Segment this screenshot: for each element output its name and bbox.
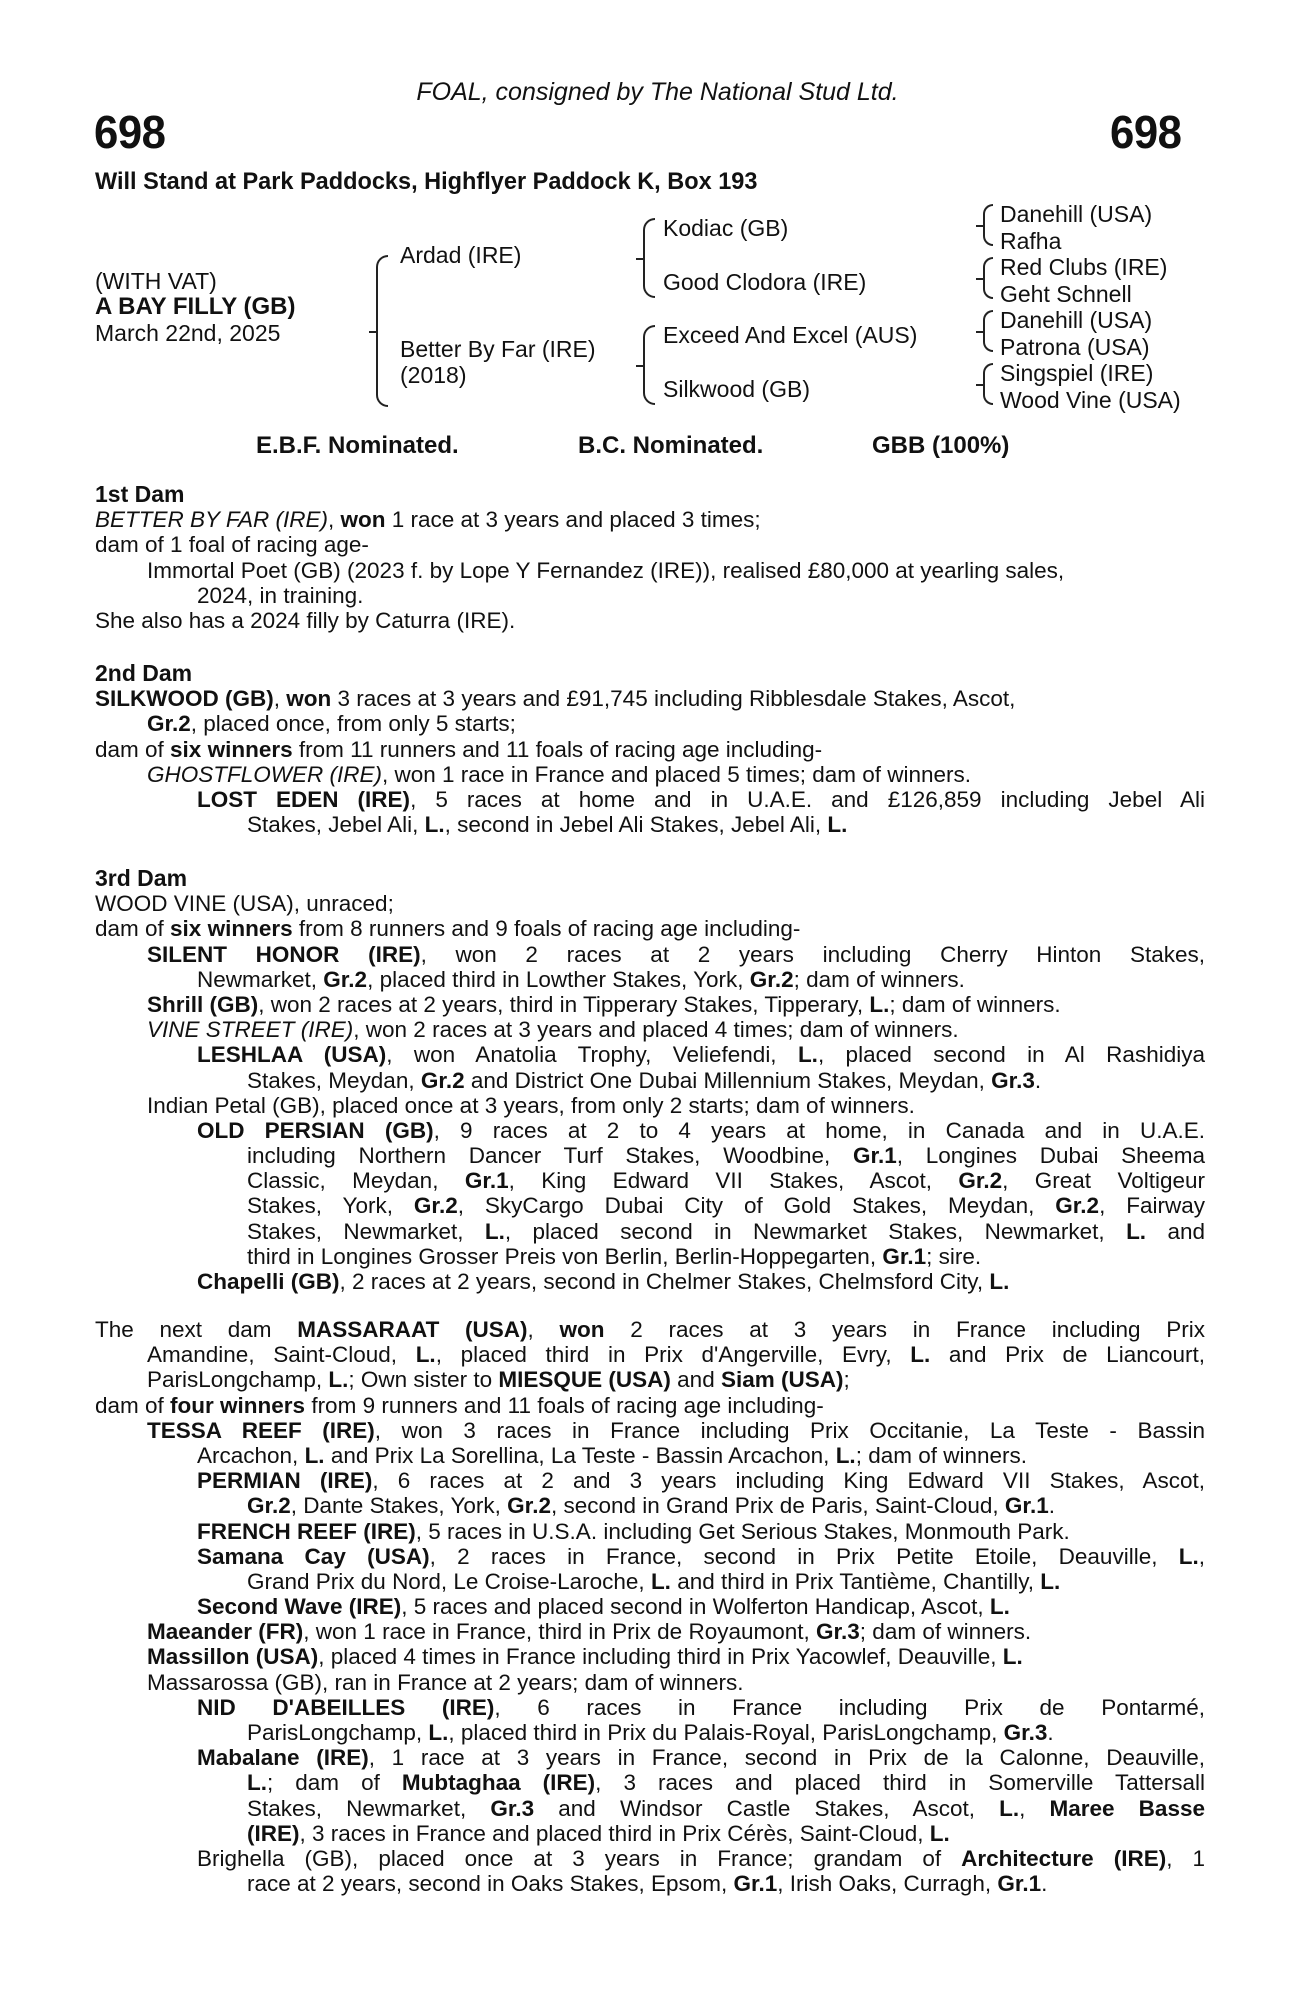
bold-run: Gr.2 xyxy=(749,966,794,992)
text-run: and third in Prix Tantième, Chantilly, xyxy=(670,1568,1041,1594)
text-run: , won 2 races at 2 years including Cherry Hinton Stakes, xyxy=(420,941,1205,967)
text-run: 3 races at 3 years and £91,745 including Ribblesdale Stakes, Ascot, xyxy=(331,686,1016,712)
text-run: , placed 4 times in France including third in Prix Yacowlef, Deauville, xyxy=(318,1644,1003,1670)
bold-run: six winners xyxy=(170,916,293,942)
foaling-date: March 22nd, 2025 xyxy=(95,320,281,346)
bold-run: Second Wave (IRE) xyxy=(197,1594,402,1620)
dam-line xyxy=(95,737,1205,762)
text-run: , won 3 races in France including Prix Occitanie, La Teste - Bassin xyxy=(374,1417,1205,1443)
bold-run: Gr.1 xyxy=(852,1143,897,1169)
bold-run: Gr.3 xyxy=(1003,1720,1048,1745)
text-run: Grand Prix du Nord, Le Croise-Laroche, xyxy=(247,1568,651,1594)
text-run: WOOD VINE (USA), unraced; xyxy=(95,891,394,917)
produce-line xyxy=(95,762,1205,787)
bold-run: MIESQUE (USA) xyxy=(498,1367,671,1393)
text-run: , xyxy=(527,1317,560,1342)
produce-line xyxy=(95,1143,1205,1168)
text-run: , won 2 races at 2 years, third in Tipperary Stakes, Tipperary, xyxy=(258,991,870,1017)
dam-line xyxy=(95,1393,1205,1418)
text-run: and Windsor Castle Stakes, Ascot, xyxy=(534,1795,1000,1821)
dam-line xyxy=(95,1317,1205,1342)
ggp-1: Danehill (USA) xyxy=(1000,201,1153,227)
bold-run: won xyxy=(559,1317,605,1342)
text-run: Stakes, Meydan, xyxy=(247,1067,421,1093)
bold-run: FRENCH REEF (IRE) xyxy=(197,1518,416,1544)
bold-run: L. xyxy=(929,1820,950,1846)
text-run: dam of xyxy=(95,916,171,942)
text-run: , xyxy=(327,507,341,533)
sire-sire: Kodiac (GB) xyxy=(663,215,789,241)
dam-line xyxy=(95,507,1205,532)
text-run: Indian Petal (GB), placed once at 3 years, from only 2 starts; dam of winners. xyxy=(147,1092,915,1118)
text-run: , 6 races at 2 and 3 years including King Edward VII Stakes, Ascot, xyxy=(372,1468,1205,1494)
dam-line xyxy=(95,1342,1205,1367)
dam-dam: Silkwood (GB) xyxy=(663,376,810,402)
text-run: race at 2 years, second in Oaks Stakes, Epsom, xyxy=(247,1871,734,1897)
produce-line xyxy=(95,1468,1205,1493)
bold-run: LESHLAA (USA) xyxy=(197,1042,387,1068)
produce-line xyxy=(95,942,1205,967)
text-run: ; dam of winners. xyxy=(859,1619,1032,1645)
sire-dam: Good Clodora (IRE) xyxy=(663,269,867,295)
text-run: , placed once, from only 5 starts; xyxy=(190,711,516,737)
bold-run: Gr.1 xyxy=(1004,1493,1049,1519)
bold-run: Shrill (GB) xyxy=(147,991,259,1017)
bold-run: Massillon (USA) xyxy=(147,1644,319,1670)
italic-run: VINE STREET (IRE) xyxy=(147,1017,354,1043)
first-dam-section xyxy=(95,482,1205,633)
text-run: , 1 xyxy=(1166,1845,1205,1871)
produce-line xyxy=(95,1269,1205,1294)
bold-run: Gr.1 xyxy=(997,1871,1042,1897)
bold-run: Gr.2 xyxy=(247,1493,291,1519)
bold-run: Gr.2 xyxy=(413,1193,458,1219)
bold-run: LOST EDEN (IRE) xyxy=(197,786,411,812)
produce-line xyxy=(95,1219,1205,1244)
text-run: dam of 1 foal of racing age- xyxy=(95,532,369,558)
bold-run: Gr.2 xyxy=(507,1493,551,1519)
lot-number-right: 698 xyxy=(1110,106,1182,158)
text-run: , placed third in Lowther Stakes, York, xyxy=(367,966,750,992)
bold-run: six winners xyxy=(170,736,293,762)
ggp-2: Rafha xyxy=(1000,228,1062,254)
bold-run: Gr.1 xyxy=(464,1168,509,1194)
text-run: , 3 races and placed third in Somerville Tattersall xyxy=(595,1770,1205,1796)
bold-run: L. xyxy=(328,1367,349,1393)
bold-run: L. xyxy=(835,1442,856,1468)
produce-line xyxy=(95,1569,1205,1594)
text-run: , placed third in Prix d'Angerville, Evry, xyxy=(435,1342,911,1368)
produce-line xyxy=(95,1244,1205,1269)
bold-run: L. xyxy=(869,991,890,1017)
bold-run: Gr.2 xyxy=(323,966,368,992)
produce-line xyxy=(95,992,1205,1017)
text-run: ; xyxy=(843,1367,850,1393)
produce-line xyxy=(95,558,1205,583)
text-run: Stakes, Jebel Ali, xyxy=(247,812,425,838)
text-run: , Fairway xyxy=(1099,1193,1205,1219)
bc-nominated: B.C. Nominated. xyxy=(578,432,764,459)
bold-run: L. xyxy=(910,1342,931,1368)
text-run: . xyxy=(1041,1871,1048,1897)
text-run: , won Anatolia Trophy, Veliefendi, xyxy=(386,1042,798,1068)
produce-line xyxy=(95,1418,1205,1443)
dam-line xyxy=(95,1367,1205,1392)
bold-run: PERMIAN (IRE) xyxy=(197,1468,373,1494)
bold-run: Gr.2 xyxy=(1055,1193,1100,1219)
dam-line xyxy=(95,711,1205,736)
bold-run: (IRE) xyxy=(247,1820,300,1846)
produce-line xyxy=(95,967,1205,992)
third-dam-section xyxy=(95,866,1205,1294)
text-run: , Great Voltigeur xyxy=(1002,1168,1205,1194)
produce-line xyxy=(95,1193,1205,1218)
produce-line xyxy=(95,1796,1205,1821)
bold-run: L. xyxy=(1040,1568,1061,1594)
lot-number-left: 698 xyxy=(94,106,166,158)
text-run: Immortal Poet (GB) (2023 f. by Lope Y Fernandez (IRE)), realised £80,000 at yearling sales, xyxy=(147,557,1065,583)
bold-run: Mubtaghaa (IRE) xyxy=(401,1770,596,1796)
text-run: , 5 races and placed second in Wolferton Handicap, Ascot, xyxy=(401,1594,990,1620)
text-run: ; dam of winners. xyxy=(793,966,965,992)
text-run: ; dam of winners. xyxy=(889,991,1061,1017)
produce-line xyxy=(95,1068,1205,1093)
text-run: , won 1 race in France and placed 5 times; dam of winners. xyxy=(382,761,972,787)
text-run: , 2 races at 2 years, second in Chelmer Stakes, Chelmsford City, xyxy=(339,1269,990,1294)
produce-line xyxy=(95,1770,1205,1795)
text-run: Stakes, Newmarket, xyxy=(247,1218,485,1244)
text-run: , placed second in Al Rashidiya xyxy=(817,1042,1205,1068)
bold-run: won xyxy=(340,507,386,533)
text-run: dam of xyxy=(95,1392,171,1418)
next-dam-section xyxy=(95,1317,1205,1896)
ggp-8: Wood Vine (USA) xyxy=(1000,387,1181,413)
bold-run: L. xyxy=(304,1442,325,1468)
ggp-6: Patrona (USA) xyxy=(1000,334,1150,360)
text-run: and District One Dubai Millennium Stakes, Meydan, xyxy=(464,1067,992,1093)
bold-run: Mabalane (IRE) xyxy=(197,1745,369,1771)
text-run: , xyxy=(1198,1543,1205,1569)
produce-line xyxy=(95,583,1205,608)
gbb-percentage: GBB (100%) xyxy=(872,432,1010,459)
text-run: , SkyCargo Dubai City of Gold Stakes, Meydan, xyxy=(457,1193,1056,1219)
bold-run: L. xyxy=(428,1720,449,1745)
text-run: ParisLongchamp, xyxy=(247,1720,429,1745)
brace-sire-parents xyxy=(643,218,655,298)
bold-run: Gr.2 xyxy=(958,1168,1003,1194)
produce-line xyxy=(95,1871,1205,1896)
section-heading: 3rd Dam xyxy=(95,865,188,891)
text-run: and Prix La Sorellina, La Teste - Bassin Arcachon, xyxy=(324,1442,836,1468)
bold-run: L. xyxy=(797,1042,818,1068)
text-run: including Northern Dancer Turf Stakes, Woodbine, xyxy=(247,1143,853,1169)
brace-parents xyxy=(376,255,388,407)
section-heading: 1st Dam xyxy=(95,481,185,507)
brace-ggp-2 xyxy=(983,257,993,299)
text-run: and xyxy=(1146,1218,1205,1244)
italic-run: GHOSTFLOWER (IRE) xyxy=(147,761,382,787)
text-run: , 6 races in France including Prix de Pontarmé, xyxy=(494,1694,1205,1720)
text-run: , 5 races at home and in U.A.E. and £126,859 including Jebel Ali xyxy=(410,786,1205,812)
produce-line xyxy=(95,1821,1205,1846)
bold-run: Gr.3 xyxy=(490,1795,535,1821)
text-run: , xyxy=(273,686,287,712)
text-run: The next dam xyxy=(95,1317,298,1342)
text-run: , placed second in Newmarket Stakes, Newmarket, xyxy=(504,1218,1127,1244)
text-run: , Dante Stakes, York, xyxy=(290,1493,508,1519)
produce-line xyxy=(95,1168,1205,1193)
bold-run: Maree Basse xyxy=(1049,1795,1205,1821)
produce-line xyxy=(95,1519,1205,1544)
text-run: third in Longines Grosser Preis von Berlin, Berlin-Hoppegarten, xyxy=(247,1243,883,1269)
bold-run: Gr.2 xyxy=(147,711,191,737)
bold-run: MASSARAAT (USA) xyxy=(297,1317,528,1342)
text-run: , 5 races in U.S.A. including Get Serious Stakes, Monmouth Park. xyxy=(415,1518,1070,1544)
consignor-line: FOAL, consigned by The National Stud Ltd. xyxy=(416,78,899,106)
text-run: ParisLongchamp, xyxy=(147,1367,329,1393)
text-run: Massarossa (GB), ran in France at 2 years; dam of winners. xyxy=(147,1669,744,1695)
text-run: . xyxy=(1034,1067,1042,1093)
dam-year: (2018) xyxy=(400,362,467,388)
bold-run: NID D'ABEILLES (IRE) xyxy=(197,1694,495,1720)
bold-run: Gr.3 xyxy=(816,1619,860,1645)
bold-run: L. xyxy=(247,1770,267,1796)
produce-line xyxy=(95,1544,1205,1569)
text-run: , second in Jebel Ali Stakes, Jebel Ali, xyxy=(444,812,828,838)
bold-run: Maeander (FR) xyxy=(147,1619,304,1645)
brace-ggp-4 xyxy=(983,363,993,405)
text-run: Arcachon, xyxy=(197,1442,305,1468)
bold-run: Samana Cay (USA) xyxy=(197,1543,430,1569)
text-run: Brighella (GB), placed once at 3 years in France; grandam of xyxy=(197,1845,962,1871)
vat-note: (WITH VAT) xyxy=(95,268,217,294)
produce-line xyxy=(95,1670,1205,1695)
produce-line xyxy=(95,1695,1205,1720)
produce-line xyxy=(95,1619,1205,1644)
ebf-nominated: E.B.F. Nominated. xyxy=(256,432,459,459)
text-run: , xyxy=(1019,1795,1050,1821)
bold-run: OLD PERSIAN (GB) xyxy=(197,1117,434,1143)
produce-line xyxy=(95,1594,1205,1619)
ggp-3: Red Clubs (IRE) xyxy=(1000,254,1168,280)
bold-run: Chapelli (GB) xyxy=(197,1269,340,1294)
produce-line xyxy=(95,1493,1205,1518)
produce-line xyxy=(95,812,1205,837)
text-run: , 9 races at 2 to 4 years at home, in Canada and in U.A.E. xyxy=(433,1117,1205,1143)
horse-name: A BAY FILLY (GB) xyxy=(95,293,296,320)
bold-run: Gr.3 xyxy=(991,1067,1035,1093)
bold-run: L. xyxy=(989,1269,1010,1294)
produce-line xyxy=(95,1720,1205,1745)
text-run: ; dam of xyxy=(267,1770,402,1796)
text-run: Amandine, Saint-Cloud, xyxy=(147,1342,416,1368)
text-run: from 8 runners and 9 foals of racing age including- xyxy=(292,916,801,942)
produce-line xyxy=(95,787,1205,812)
produce-line xyxy=(95,1846,1205,1871)
bold-run: L. xyxy=(827,812,848,838)
second-dam-section xyxy=(95,661,1205,837)
produce-line xyxy=(95,1017,1205,1042)
text-run: , second in Grand Prix de Paris, Saint-Cloud, xyxy=(550,1493,1005,1519)
produce-line xyxy=(95,1443,1205,1468)
text-run: , 3 races in France and placed third in Prix Cérès, Saint-Cloud, xyxy=(299,1820,930,1846)
text-run: Stakes, Newmarket, xyxy=(247,1795,491,1821)
bold-run: Gr.1 xyxy=(882,1243,927,1269)
produce-line xyxy=(95,1644,1205,1669)
bold-run: four winners xyxy=(170,1392,306,1418)
text-run: , King Edward VII Stakes, Ascot, xyxy=(508,1168,959,1194)
text-run: from 11 runners and 11 foals of racing age including- xyxy=(292,736,823,762)
produce-line xyxy=(95,1042,1205,1067)
text-run: , 2 races in France, second in Prix Petite Etoile, Deauville, xyxy=(429,1543,1179,1569)
bold-run: L. xyxy=(999,1795,1020,1821)
brace-ggp-3 xyxy=(983,310,993,352)
text-run: dam of xyxy=(95,736,171,762)
dam-line xyxy=(95,686,1205,711)
dam: Better By Far (IRE) xyxy=(400,336,596,362)
bold-run: L. xyxy=(484,1218,505,1244)
text-run: . xyxy=(1047,1720,1054,1745)
text-run: Classic, Meydan, xyxy=(247,1168,465,1194)
bold-run: TESSA REEF (IRE) xyxy=(147,1417,375,1443)
ggp-5: Danehill (USA) xyxy=(1000,307,1153,333)
text-run: , won 1 race in France, third in Prix de Royaumont, xyxy=(303,1619,817,1645)
sire: Ardad (IRE) xyxy=(400,242,522,268)
text-run: 2024, in training. xyxy=(197,582,364,608)
dam-line xyxy=(95,916,1205,941)
dam-line xyxy=(95,532,1205,557)
bold-run: Gr.2 xyxy=(420,1067,465,1093)
text-run: from 9 runners and 11 foals of racing age including- xyxy=(305,1392,824,1418)
text-run: . xyxy=(1048,1493,1055,1519)
ggp-4: Geht Schnell xyxy=(1000,281,1132,307)
text-run: 2 races at 3 years in France including Prix xyxy=(604,1317,1205,1342)
ggp-7: Singspiel (IRE) xyxy=(1000,360,1154,386)
bold-run: L. xyxy=(1126,1218,1147,1244)
dam-line xyxy=(95,891,1205,916)
text-run: and xyxy=(670,1367,721,1393)
text-run: and Prix de Liancourt, xyxy=(930,1342,1205,1368)
text-run: 1 race at 3 years and placed 3 times; xyxy=(385,507,761,533)
bold-run: Gr.1 xyxy=(733,1871,778,1897)
bold-run: L. xyxy=(1178,1543,1199,1569)
bold-run: L. xyxy=(989,1594,1010,1620)
dam-line xyxy=(95,608,1205,633)
brace-ggp-1 xyxy=(983,204,993,246)
bold-run: SILENT HONOR (IRE) xyxy=(147,941,421,967)
text-run: She also has a 2024 filly by Caturra (IRE). xyxy=(95,607,516,633)
bold-run: L. xyxy=(415,1342,436,1368)
bold-run: SILKWOOD (GB) xyxy=(95,686,274,712)
italic-run: BETTER BY FAR (IRE) xyxy=(95,507,328,533)
text-run: , 1 race at 3 years in France, second in Prix de la Calonne, Deauville, xyxy=(368,1745,1206,1771)
text-run: , Irish Oaks, Curragh, xyxy=(777,1871,998,1897)
section-heading: 2nd Dam xyxy=(95,660,193,686)
bold-run: L. xyxy=(650,1568,671,1594)
text-run: , Longines Dubai Sheema xyxy=(896,1143,1205,1169)
bold-run: L. xyxy=(1002,1644,1023,1670)
stand-location: Will Stand at Park Paddocks, Highflyer Paddock K, Box 193 xyxy=(95,168,758,195)
text-run: ; Own sister to xyxy=(348,1367,499,1393)
bold-run: L. xyxy=(424,812,445,838)
text-run: Stakes, York, xyxy=(247,1193,414,1219)
dam-sire: Exceed And Excel (AUS) xyxy=(663,322,918,348)
produce-line xyxy=(95,1093,1205,1118)
produce-line xyxy=(95,1118,1205,1143)
brace-dam-parents xyxy=(643,325,655,405)
text-run: Newmarket, xyxy=(197,966,324,992)
text-run: ; dam of winners. xyxy=(855,1442,1028,1468)
bold-run: Siam (USA) xyxy=(720,1367,844,1393)
bold-run: won xyxy=(286,686,332,712)
produce-line xyxy=(95,1745,1205,1770)
text-run: , placed third in Prix du Palais-Royal, ParisLongchamp, xyxy=(448,1720,1004,1745)
bold-run: Architecture (IRE) xyxy=(961,1845,1167,1871)
text-run: ; sire. xyxy=(926,1243,982,1269)
text-run: , won 2 races at 3 years and placed 4 times; dam of winners. xyxy=(353,1017,959,1043)
